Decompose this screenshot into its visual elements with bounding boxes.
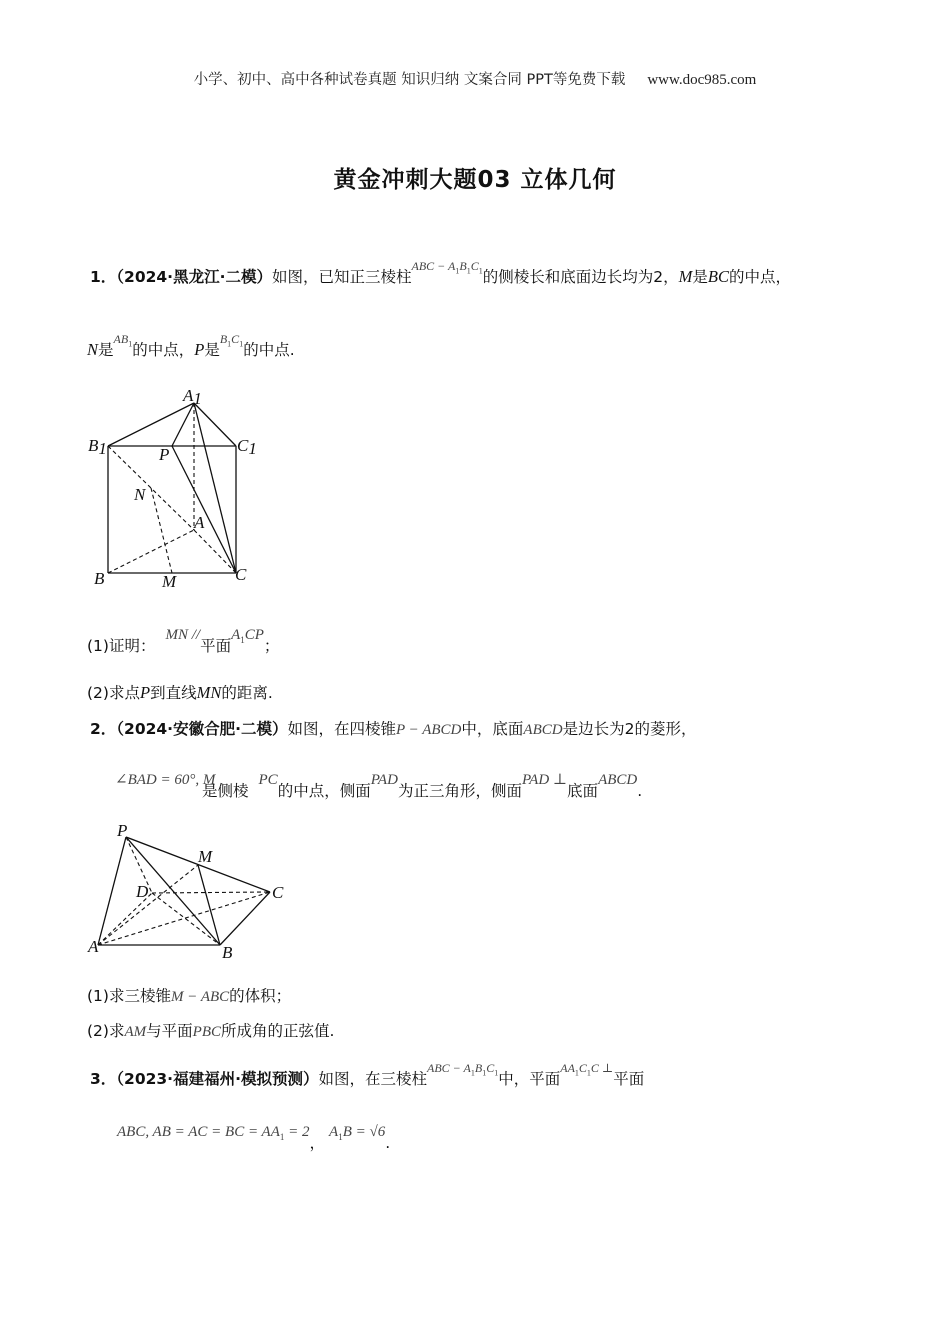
q3-line1 xyxy=(90,1061,645,1096)
edge-a1c xyxy=(194,403,236,573)
q1-sub1-plane: 平面 xyxy=(200,637,232,655)
edge-ac-hidden xyxy=(194,530,236,573)
q1-line1 xyxy=(90,259,791,294)
q1-m: M xyxy=(678,267,693,286)
q1-sub1-a1cp: $A_1CP$ xyxy=(231,627,264,645)
label-p: P xyxy=(117,821,128,840)
edge-am-hidden xyxy=(98,865,198,945)
q1-sub2-text2: 到直线 xyxy=(150,684,197,702)
q2-sub2-pbc: PBC xyxy=(192,1024,221,1040)
q3-text1: 如图，在三棱柱 xyxy=(318,1070,427,1088)
edge-pc xyxy=(172,446,236,573)
q2-text7: 底面 xyxy=(567,782,599,800)
q2-text1: 如图，在四棱锥 xyxy=(287,720,396,738)
q2-sub2-text1: (2)求 xyxy=(87,1022,125,1040)
q1-text1: 如图，已知正三棱柱 xyxy=(271,268,412,286)
q2-text3: 是边长为2的菱形， xyxy=(562,720,697,738)
q1-sub2-text3: 的距离. xyxy=(221,684,273,702)
q2-angle: ∠BAD = 60°, M xyxy=(115,772,216,788)
q2-abcd2: ABCD xyxy=(598,772,638,788)
edge-a1c1 xyxy=(194,403,236,446)
q3-a1b: $A_1B = √6$ xyxy=(329,1124,386,1142)
q1-source: （2024·黑龙江·二模） xyxy=(116,268,272,286)
edge-pa xyxy=(98,837,126,945)
label-m: M xyxy=(198,847,213,866)
q3-prism-formula: ABC − A1B1C1 xyxy=(426,1061,499,1078)
q1-text2: 的侧棱长和底面边长均为2， xyxy=(482,268,679,286)
q1-b1c1-formula: B1C1 xyxy=(219,332,244,349)
q1-prism-figure xyxy=(84,384,274,594)
q2-line2 xyxy=(115,772,643,803)
q1-prism-formula: ABC − A1B1C1 xyxy=(411,259,483,276)
q2-sub1-text2: 的体积； xyxy=(229,987,292,1005)
q2-pabcd: P − ABCD xyxy=(395,722,462,738)
q1-sub2 xyxy=(87,682,273,704)
edge-nm-hidden xyxy=(151,488,172,573)
label-c: C xyxy=(235,565,247,584)
q3-text2: 中，平面 xyxy=(498,1070,561,1088)
q1-sub1-end: ； xyxy=(263,637,280,655)
q1-sub2-text1: (2)求点 xyxy=(87,684,140,702)
q1-p: P xyxy=(194,340,205,359)
q2-text5: 的中点，侧面 xyxy=(277,782,371,800)
q3-line2 xyxy=(117,1124,391,1160)
q3-plane-formula: AA1C1C ⊥ xyxy=(560,1061,614,1078)
q2-source: （2024·安徽合肥·二模） xyxy=(116,720,288,738)
q2-pad: PAD xyxy=(370,772,398,788)
q1-text5: 是 xyxy=(98,341,114,359)
page-header xyxy=(0,68,950,89)
q1-bc: BC xyxy=(707,267,729,286)
edge-pa1 xyxy=(172,403,194,446)
q2-sub2-am: AM xyxy=(124,1024,147,1040)
label-a1: A1 xyxy=(183,386,202,408)
q1-sub2-mn: MN xyxy=(196,683,222,702)
q2-abcd: ABCD xyxy=(523,722,563,738)
q2-sub1-mabc: M − ABC xyxy=(170,989,230,1005)
edge-dc-hidden xyxy=(152,892,270,893)
label-b: B xyxy=(222,943,233,962)
q3-end: . xyxy=(385,1134,391,1152)
label-b1: B1 xyxy=(88,436,107,458)
edge-db-hidden xyxy=(152,893,220,945)
q3-condition: ABC, AB = AC = BC = $AA_1 = 2$ xyxy=(117,1124,310,1142)
header-url[interactable]: www.doc985.com xyxy=(647,72,757,88)
q2-sub2-text3: 所成角的正弦值. xyxy=(221,1022,335,1040)
q2-text6: 为正三角形，侧面 xyxy=(397,782,522,800)
q2-sub1 xyxy=(87,985,291,1008)
q2-sub2 xyxy=(87,1020,334,1043)
q1-text4: 的中点， xyxy=(728,268,791,286)
q3-source: （2023·福建福州·模拟预测） xyxy=(116,1070,319,1088)
q3-comma: ， xyxy=(309,1134,326,1152)
label-c: C xyxy=(272,883,284,902)
q2-pyramid-figure xyxy=(84,816,294,966)
label-b: B xyxy=(94,569,105,588)
edge-bc xyxy=(220,892,270,945)
label-n: N xyxy=(134,485,146,504)
q1-sub1 xyxy=(87,627,280,663)
label-a: A xyxy=(88,937,99,956)
label-c1: C1 xyxy=(237,436,257,458)
q1-text6: 的中点， xyxy=(132,341,195,359)
q3-text3: 平面 xyxy=(613,1070,645,1088)
q2-line1 xyxy=(90,718,696,741)
q1-sub1-mn: MN // xyxy=(165,627,201,643)
q1-n: N xyxy=(87,340,99,359)
q1-sub2-p: P xyxy=(139,683,151,702)
q1-number: 1． xyxy=(90,268,117,286)
q2-sub2-text2: 与平面 xyxy=(146,1022,193,1040)
q2-text8: . xyxy=(637,782,643,800)
q2-text4: 是侧棱 xyxy=(202,782,249,800)
q1-text8: 的中点. xyxy=(243,341,295,359)
edge-b1a1 xyxy=(108,403,194,446)
q1-sub1-prefix: (1)证明： xyxy=(87,637,156,655)
q1-ab1-formula: AB1 xyxy=(113,332,133,349)
q2-pad-perp: PAD ⊥ xyxy=(521,772,568,788)
label-d: D xyxy=(136,882,149,901)
q2-text2: 中，底面 xyxy=(461,720,524,738)
q1-text3: 是 xyxy=(692,268,708,286)
q3-number: 3． xyxy=(90,1070,117,1088)
label-a: A xyxy=(194,513,205,532)
q1-line2 xyxy=(87,332,295,367)
q2-number: 2． xyxy=(90,720,117,738)
edge-ab-hidden xyxy=(108,530,194,573)
page-title: 黄金冲刺大题03 立体几何 xyxy=(333,167,617,193)
q1-text7: 是 xyxy=(204,341,220,359)
header-text: 小学、初中、高中各种试卷真题 知识归纳 文案合同 PPT等免费下载 xyxy=(193,72,626,88)
q2-pc: PC xyxy=(258,772,278,788)
q2-sub1-text1: (1)求三棱锥 xyxy=(87,987,171,1005)
label-m: M xyxy=(162,572,177,591)
label-p: P xyxy=(159,445,170,464)
